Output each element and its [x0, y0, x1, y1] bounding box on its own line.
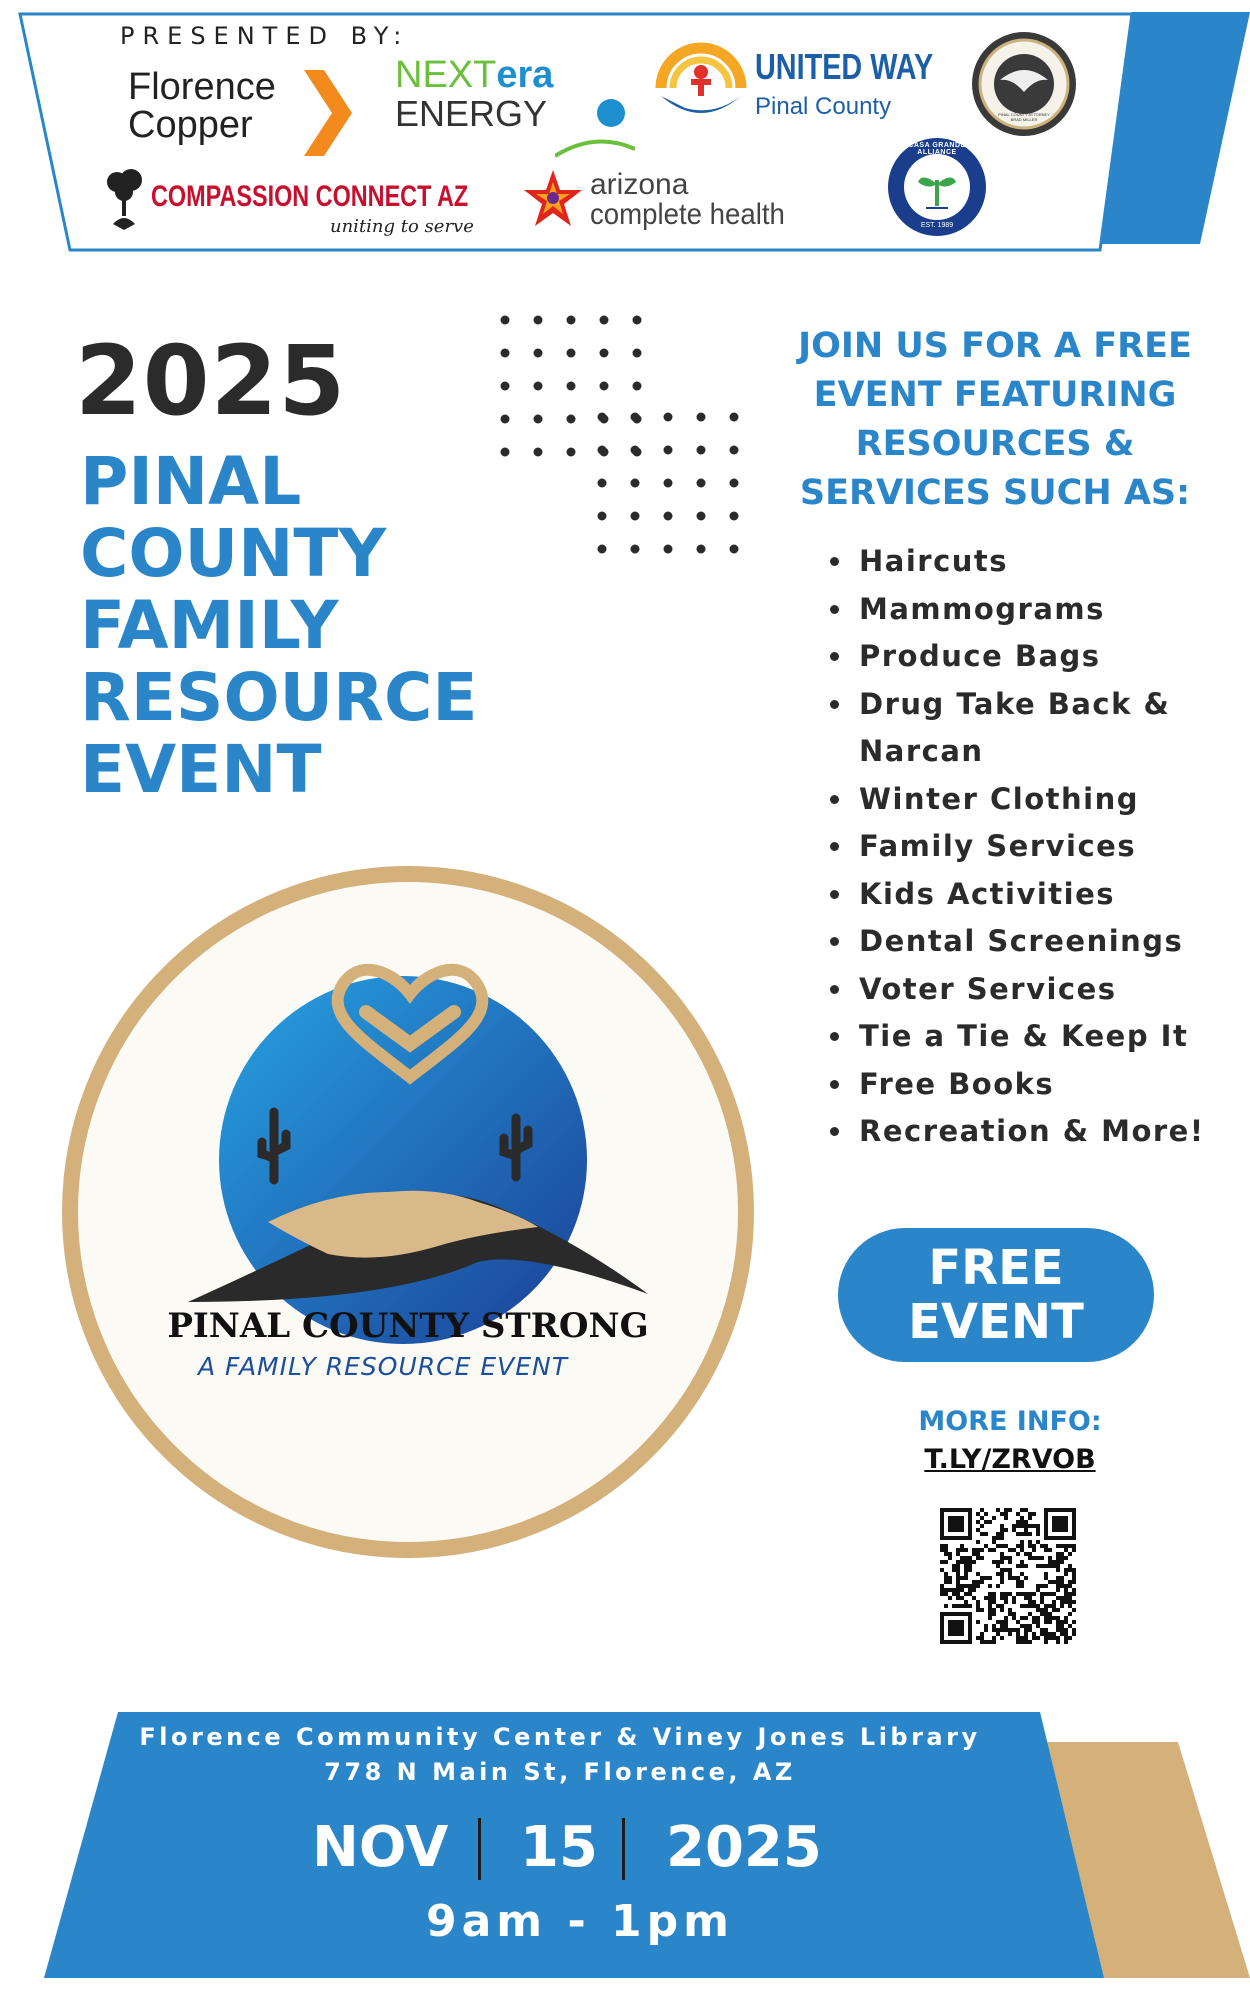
compassion-connect-tagline: uniting to serve: [330, 216, 474, 237]
event-title-line-1: PINAL: [80, 443, 302, 520]
more-info-label: MORE INFO:: [918, 1406, 1102, 1437]
florence-copper-line2: Copper: [128, 104, 253, 146]
tree-icon: [105, 168, 143, 230]
florence-copper-logo: [128, 68, 358, 158]
date-year: 2025: [666, 1815, 822, 1880]
arizona-complete-health-logo: [522, 168, 832, 238]
service-item: • Haircuts: [855, 538, 1250, 586]
free-event-badge: [838, 1228, 1154, 1362]
chevron-right-icon: [302, 68, 354, 158]
compassion-connect-logo: [105, 168, 474, 248]
service-item: • Voter Services: [855, 966, 1250, 1014]
event-title-line-3: FAMILY: [80, 587, 339, 664]
county-attorney-seal: [970, 30, 1078, 138]
free-event-line-1: FREE: [928, 1240, 1064, 1296]
event-title-line-4: RESOURCE: [80, 659, 478, 736]
service-item: • Mammograms: [855, 586, 1250, 634]
pinal-county-strong-logo: [58, 862, 758, 1562]
date-divider: [478, 1818, 481, 1880]
florence-copper-line1: Florence: [128, 66, 276, 108]
service-item: • Dental Screenings: [855, 918, 1250, 966]
service-item: • Family Services: [855, 823, 1250, 871]
nextera-energy: ENERGY: [395, 93, 548, 134]
casa-grande-name: CASA GRANDE ALLIANCE: [908, 142, 966, 156]
service-item: • Tie a Tie & Keep It: [855, 1013, 1250, 1061]
service-item: • Recreation & More!: [855, 1108, 1250, 1156]
date-month: NOV: [312, 1815, 449, 1880]
compassion-connect-name: COMPASSION CONNECT AZ: [151, 180, 469, 213]
venue-info: [120, 1720, 1000, 1790]
service-item: • Drug Take Back & Narcan: [855, 681, 1189, 776]
casa-grande-est: EST. 1989: [920, 222, 954, 229]
united-way-hand-icon: [655, 38, 747, 130]
more-info-link[interactable]: T.LY/ZRVOB: [924, 1444, 1096, 1475]
united-way-line1: UNITED WAY: [755, 46, 934, 87]
qr-code[interactable]: [940, 1508, 1076, 1644]
nextera-next: NEXT: [395, 54, 497, 96]
az-health-line2: complete health: [590, 198, 785, 231]
logo-subtitle: A FAMILY RESOURCE EVENT: [197, 1352, 568, 1381]
decorative-dot-grid: [490, 305, 750, 555]
az-health-line1: arizona: [590, 168, 689, 201]
nextera-energy-logo: [395, 55, 635, 165]
free-event-line-2: EVENT: [908, 1294, 1084, 1350]
service-item: • Winter Clothing: [855, 776, 1250, 824]
logo-title: PINAL COUNTY STRONG: [167, 1306, 649, 1346]
service-item: • Produce Bags: [855, 633, 1250, 681]
nextera-swoosh-icon: [555, 91, 635, 161]
attorney-seal-text: PINAL COUNTY ATTORNEY BRAD MILLER: [998, 112, 1050, 122]
services-intro-line-2: EVENT FEATURING: [813, 375, 1177, 415]
service-item: • Kids Activities: [855, 871, 1250, 919]
services-intro-line-4: SERVICES SUCH AS:: [799, 473, 1191, 513]
services-intro: [790, 322, 1200, 518]
presented-by-label: PRESENTED BY:: [120, 22, 410, 50]
united-way-logo: [655, 38, 955, 138]
services-intro-line-3: RESOURCES &: [855, 424, 1135, 464]
venue-address: 778 N Main St, Florence, AZ: [324, 1758, 796, 1786]
venue-name: Florence Community Center & Viney Jones Library: [139, 1723, 981, 1751]
united-way-line2: Pinal County: [755, 93, 892, 120]
services-list: [820, 538, 1250, 1156]
date-divider: [622, 1818, 625, 1880]
star-icon: [522, 168, 584, 230]
event-title-line-2: COUNTY: [80, 515, 387, 592]
date-day: 15: [520, 1815, 598, 1880]
logo-emblem: [58, 862, 758, 1562]
event-year: 2025: [75, 325, 347, 437]
nextera-era: era: [496, 54, 554, 96]
event-time: 9am - 1pm: [425, 1896, 734, 1947]
event-title-line-5: EVENT: [80, 731, 322, 808]
casa-grande-alliance-logo: [886, 136, 988, 238]
services-intro-line-1: JOIN US FOR A FREE: [798, 326, 1192, 366]
service-item: • Free Books: [855, 1061, 1250, 1109]
